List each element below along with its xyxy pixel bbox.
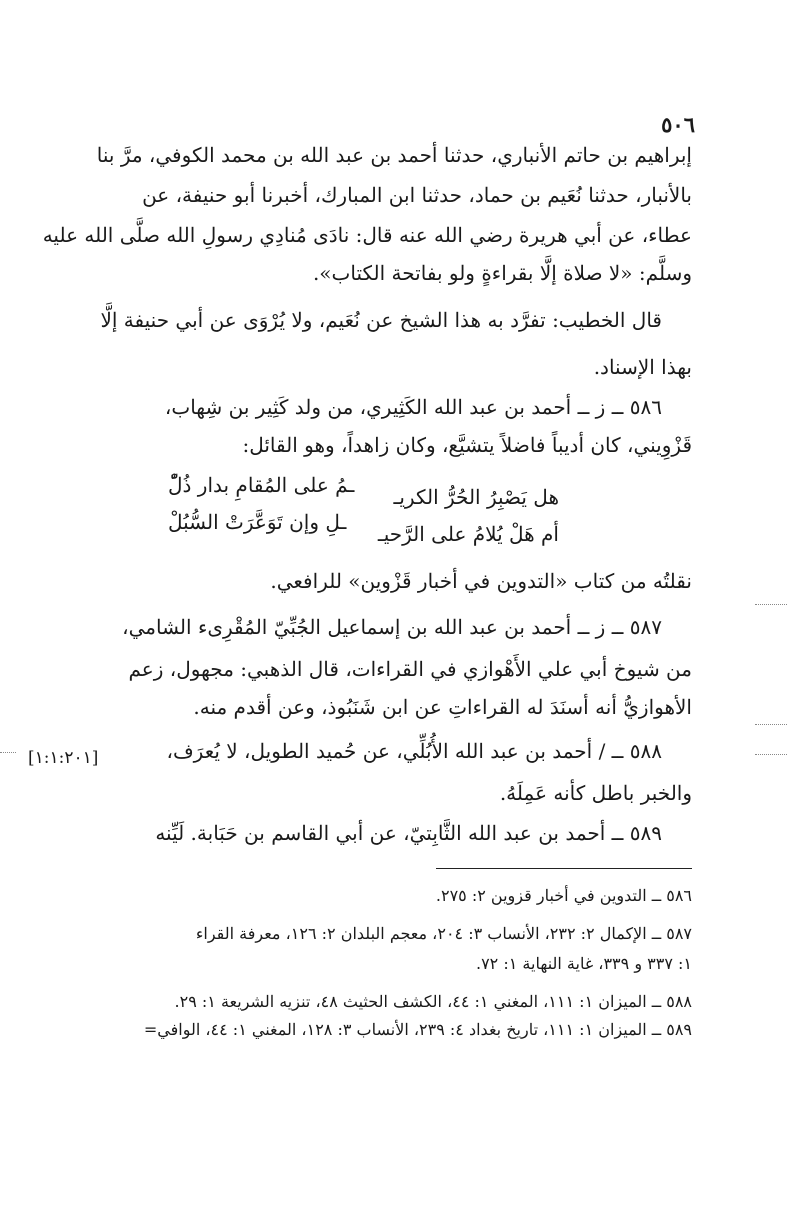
footnote-589: ٥٨٩ ــ الميزان ١: ١١١، تاريخ بغداد ٤: ٢٣٩، الأنساب ٣: ١٢٨، المغني ١: ٤٤، الوافي= bbox=[143, 1020, 692, 1039]
body-line: الأهوازيُّ أنه أسنَدَ له القراءاتِ عن ابن شَنَبُوذ، وعن أقدم منه. bbox=[193, 695, 692, 719]
entry-586-heading: ٥٨٦ ــ ز ــ أحمد بن عبد الله الكَثِيري، من ولد كَثِير بن شِهاب، bbox=[164, 395, 662, 419]
verse-2-second-hemistich: ـلِ وإن تَوَعَّرَتْ السُّبُلْ bbox=[168, 510, 347, 534]
entry-589-heading: ٥٨٩ ــ أحمد بن عبد الله الثَّابِتيّ، عن أبي القاسم بن حَبَابة. لَيِّنه bbox=[155, 821, 662, 845]
footnote-587: ٥٨٧ ــ الإكمال ٢: ٢٣٢، الأنساب ٣: ٢٠٤، معجم البلدان ٢: ١٢٦، معرفة القراء bbox=[195, 924, 692, 943]
body-line: بالأنبار، حدثنا نُعَيم بن حماد، حدثنا ابن المبارك، أخبرنا أبو حنيفة، عن bbox=[142, 183, 692, 207]
footnote-587-cont: ١: ٣٣٧ و ٣٣٩، غاية النهاية ١: ٧٢. bbox=[475, 954, 692, 973]
body-line: إبراهيم بن حاتم الأنباري، حدثنا أحمد بن عبد الله بن محمد الكوفي، مرَّ بنا bbox=[96, 143, 692, 167]
body-line: نقلتُه من كتاب «التدوين في أخبار قَزْوين» للرافعي. bbox=[270, 569, 692, 593]
verse-1-first-hemistich: هل يَصْبِرُ الحُرُّ الكريـ bbox=[393, 485, 559, 509]
body-line: بهذا الإسناد. bbox=[593, 355, 692, 379]
footnote-588: ٥٨٨ ــ الميزان ١: ١١١، المغني ١: ٤٤، الكشف الحثيث ٤٨، تنزيه الشريعة ١: ٢٩. bbox=[174, 992, 692, 1011]
verse-1-second-hemistich: ـمُ على المُقامِ بدار ذُلّْ bbox=[168, 473, 355, 497]
entry-587-heading: ٥٨٧ ــ ز ــ أحمد بن عبد الله بن إسماعيل الجُبِّيّ المُقْرِىء الشامي، bbox=[122, 615, 662, 639]
footnote-separator bbox=[436, 868, 692, 869]
verse-2-first-hemistich: أم هَلْ يُلامُ على الرَّحيـ bbox=[377, 522, 559, 546]
footnote-586: ٥٨٦ ــ التدوين في أخبار قزوين ٢: ٢٧٥. bbox=[435, 886, 692, 905]
margin-dots bbox=[0, 752, 16, 753]
body-line: من شيوخ أبي علي الأَهْوازي في القراءات، قال الذهبي: مجهول، زعم bbox=[128, 657, 692, 681]
body-line: وسلَّم: «لا صلاة إلَّا بقراءةٍ ولو بفاتحة الكتاب». bbox=[312, 261, 692, 285]
margin-dots bbox=[755, 724, 787, 725]
body-line: قال الخطيب: تفرَّد به هذا الشيخ عن نُعَيم، ولا يُرْوَى عن أبي حنيفة إلَّا bbox=[100, 308, 662, 332]
marginal-reference: [١:١:٢٠١] bbox=[28, 748, 99, 768]
page-number: ٥٠٦ bbox=[661, 112, 695, 137]
body-line: قَزْوِيني، كان أديباً فاضلاً يتشيَّع، وكان زاهداً، وهو القائل: bbox=[242, 433, 692, 457]
margin-dots bbox=[755, 754, 787, 755]
body-line: عطاء، عن أبي هريرة رضي الله عنه قال: نادَى مُنادِي رسولِ الله صلَّى الله عليه bbox=[42, 223, 692, 247]
margin-dots bbox=[755, 604, 787, 605]
body-line: والخبر باطل كأنه عَمِلَهُ. bbox=[499, 781, 692, 805]
entry-588-heading: ٥٨٨ ــ / أحمد بن عبد الله الأُبُلِّي، عن حُميد الطويل، لا يُعرَف، bbox=[166, 739, 662, 763]
